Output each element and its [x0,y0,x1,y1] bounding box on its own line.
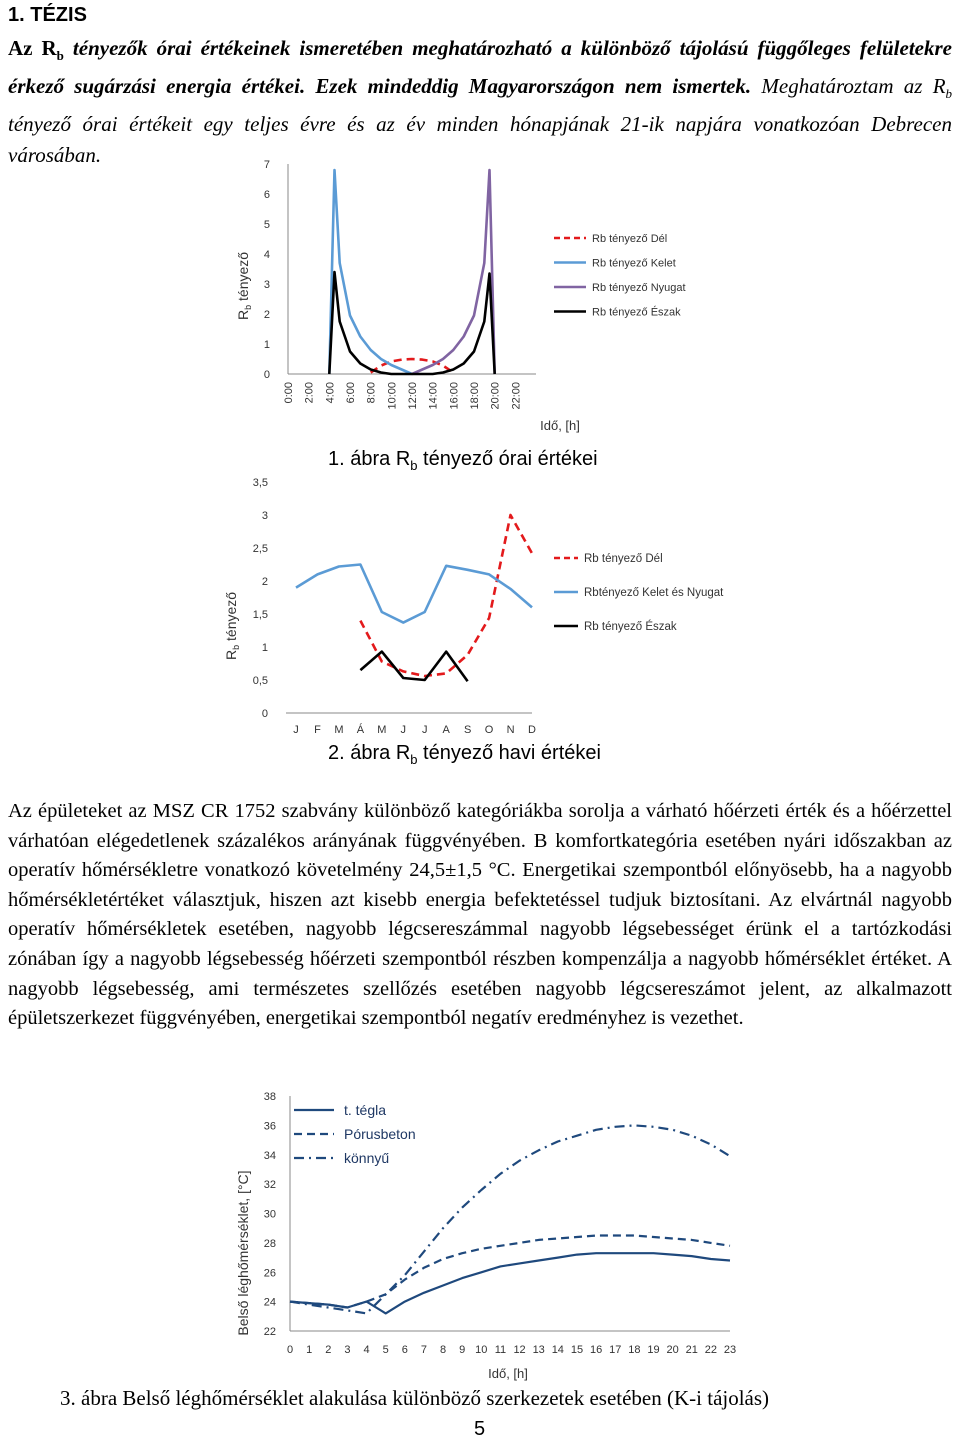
figure1-caption: 1. ábra $R_b$ tényező órai értékei [328,448,598,473]
figure3-x-tick-label: 3 [344,1344,351,1356]
figure2-x-tick-label: A [442,724,450,736]
figure1-x-tick-label: 6:00 [345,382,357,404]
figure2-x-tick-label: J [400,724,407,736]
figure1-y-tick-label: 4 [263,249,270,261]
figure2-x-tick-label: M [377,724,387,736]
figure2-y-tick-label: 0 [261,708,268,720]
intro-sentence-1: tényezők órai értékeinek ismeretében meghatározható a különböző tájolású függőleges felületekre érkező sugárzási energia értékei. Ezek mindeddig Magyarországon nem ismertek. [8,36,952,99]
figure2-chart [220,470,780,742]
figure1-y-tick-label: 7 [263,159,270,171]
figure2-x-tick-label: J [421,724,428,736]
figure2-caption: 2. ábra $R_b$ tényező havi értékei [328,742,601,767]
figure3-y-tick-label: 34 [263,1149,276,1162]
figure2-x-tick-label: J [293,724,299,736]
figure1-y-tick-label: 2 [263,309,270,321]
figure3-x-tick-label: 22 [704,1344,717,1356]
figure1-series-line [329,170,412,374]
figure1-x-tick-label: 18:00 [469,382,481,410]
figure3-caption: 3. ábra Belső léghőmérséklet alakulása különböző szerkezetek esetében (K-i tájolás) [60,1386,770,1410]
figure3-x-tick-label: 10 [475,1344,488,1356]
figure2-y-tick-label: 1,5 [252,609,268,621]
figure3-x-tick-label: 2 [325,1344,332,1356]
figure3-y-tick-label: 28 [263,1237,276,1250]
intro-sentence-2b: tényező órai értékeit egy teljes évre és az év minden hónapjának 21-ik napjára vonatkozóan Debrecen városában. [8,112,952,168]
intro-rb: $R_b$ [41,36,64,64]
figure2-y-tick-label: 1 [261,642,268,654]
figure3-y-tick-label: 36 [263,1120,276,1133]
figure1-ylabel: $R_b$ tényező [235,251,253,320]
figure1-legend-label: Rb tényező Nyugat [592,282,686,294]
intro-rb-2: $R_b$ [932,74,953,102]
intro-lead: Az [8,36,42,60]
figure3-y-tick-label: 38 [263,1091,276,1103]
figure3-x-tick-label: 16 [589,1344,603,1356]
figure3-x-tick-label: 23 [723,1344,737,1356]
figure2-y-tick-label: 2,5 [252,543,268,555]
figure1-x-tick-label: 10:00 [386,382,399,410]
figure1-x-tick-label: 14:00 [427,382,440,410]
figure3-x-tick-label: 8 [439,1344,447,1356]
figure3-x-tick-label: 11 [494,1344,507,1356]
figure3-x-tick-label: 14 [551,1344,564,1356]
figure3-x-tick-label: 6 [401,1344,408,1356]
section-heading: 1. TÉZIS [8,4,87,26]
figure1-x-tick-label: 16:00 [448,382,461,410]
figure3-ylabel: Belső léghőmérséklet, [°C] [235,1170,251,1336]
figure1-x-tick-label: 22:00 [510,382,523,410]
figure1-x-tick-label: 0:00 [283,382,295,404]
figure2-x-tick-label: M [334,724,344,736]
figure1-y-tick-label: 6 [263,189,270,201]
figure1-series-line [412,170,495,374]
page-number: 5 [474,1418,486,1440]
figure2-y-tick-label: 3,5 [252,477,268,489]
figure2-legend-label: Rb tényező Dél [584,553,663,565]
figure1-legend-label: Rb tényező Dél [592,233,668,245]
figure1-xlabel: Idő, [h] [540,418,580,433]
figure3-y-tick-label: 24 [263,1296,276,1309]
figure2-x-tick-label: F [314,724,321,736]
figure3-x-tick-label: 5 [382,1344,389,1356]
figure3-legend-label: könnyű [344,1150,390,1166]
figure2-y-tick-label: 2 [261,576,268,588]
figure2-legend-label: Rb tényező Észak [584,621,677,633]
figure2-y-tick-label: 3 [261,510,268,522]
figure2-legend-label: Rbtényező Kelet és Nyugat [584,587,724,599]
figure2-x-tick-label: S [463,724,472,736]
figure1-y-tick-label: 3 [263,279,270,291]
figure2-series-line [360,652,467,682]
body-paragraph: Az épületeket az MSZ CR 1752 szabvány különböző kategóriákba sorolja a várható hőérzeti érték és a hőérzettel várhatóan elégedetlenek százalékos arányának függvényében. B komfortkategória esetében nyári időszakban az operatív hőmérsékletre vonatkozó követelmény 24,5±1,5 °C. Energetikai szempontból előnyösebb, ha a nagyobb hőmérsékletértéket választjuk, hiszen azt kisebb energia befektetéssel tudjuk biztosítani. Az elvártnál nagyobb operatív hőmérsékletek esetében, nagyobb légcsereszámmal nagyobb légsebességet érünk el a tartózkodási zónában így a nagyobb légsebesség hőérzeti szempontból részben kompenzálja a nagyobb hőmérséklet értéket. A nagyobb légsebesség, ami természetes szellőzés esetében nagyobb légcsereszámot jelent, az alkalmazott épületszerkezet függvényében, energetikai szempontból negatív eredményhez is vezethet. [8,800,952,1030]
figure1-chart [220,152,700,442]
figure3-x-tick-label: 17 [609,1344,622,1356]
intro-sentence-2a: Meghatároztam az [751,74,933,99]
figure2-ylabel: $R_b$ tényező [223,591,241,660]
figure3-x-tick-label: 9 [459,1344,466,1356]
figure2-series-line [296,565,532,623]
figure3-x-tick-label: 7 [420,1344,427,1356]
figure1-y-tick-label: 5 [263,219,270,231]
figure1-y-tick-label: 0 [263,369,270,381]
figure3-x-tick-label: 21 [685,1344,698,1356]
figure3-x-tick-label: 15 [570,1344,584,1356]
figure1-x-tick-label: 12:00 [407,382,419,410]
figure2-y-tick-label: 0,5 [252,675,268,687]
figure3-chart [230,1088,750,1388]
figure3-xlabel: Idő, [h] [488,1366,528,1381]
figure3-y-tick-label: 22 [263,1326,276,1338]
figure3-y-tick-label: 32 [263,1179,276,1192]
figure2-x-tick-label: O [484,724,494,736]
figure3-x-tick-label: 1 [306,1344,313,1356]
figure3-x-tick-label: 18 [628,1344,641,1356]
figure1-legend-label: Rb tényező Kelet [592,257,676,270]
figure1-y-tick-label: 1 [263,339,270,351]
intro-paragraph [8,33,952,171]
figure3-x-tick-label: 20 [666,1344,679,1356]
figure1-x-tick-label: 20:00 [489,382,502,410]
figure1-x-tick-label: 2:00 [303,382,316,404]
figure3-x-tick-label: 0 [286,1344,294,1356]
figure3-x-tick-label: 4 [363,1344,370,1356]
figure1-legend-label: Rb tényező Észak [592,306,681,319]
figure3-y-tick-label: 30 [263,1208,276,1221]
figure3-y-tick-label: 26 [263,1267,276,1280]
figure2-x-tick-label: D [528,724,536,736]
figure3-series-line [290,1236,730,1308]
figure3-legend-label: Pórusbeton [344,1126,416,1142]
figure3-x-tick-label: 13 [532,1344,545,1356]
figure2-x-tick-label: Á [356,724,365,736]
figure1-x-tick-label: 4:00 [324,382,337,404]
figure3-x-tick-label: 19 [647,1344,660,1356]
figure3-x-tick-label: 12 [513,1344,526,1356]
figure2-x-tick-label: N [506,724,515,736]
figure3-legend-label: t. tégla [344,1102,387,1118]
figure1-x-tick-label: 8:00 [365,382,378,404]
